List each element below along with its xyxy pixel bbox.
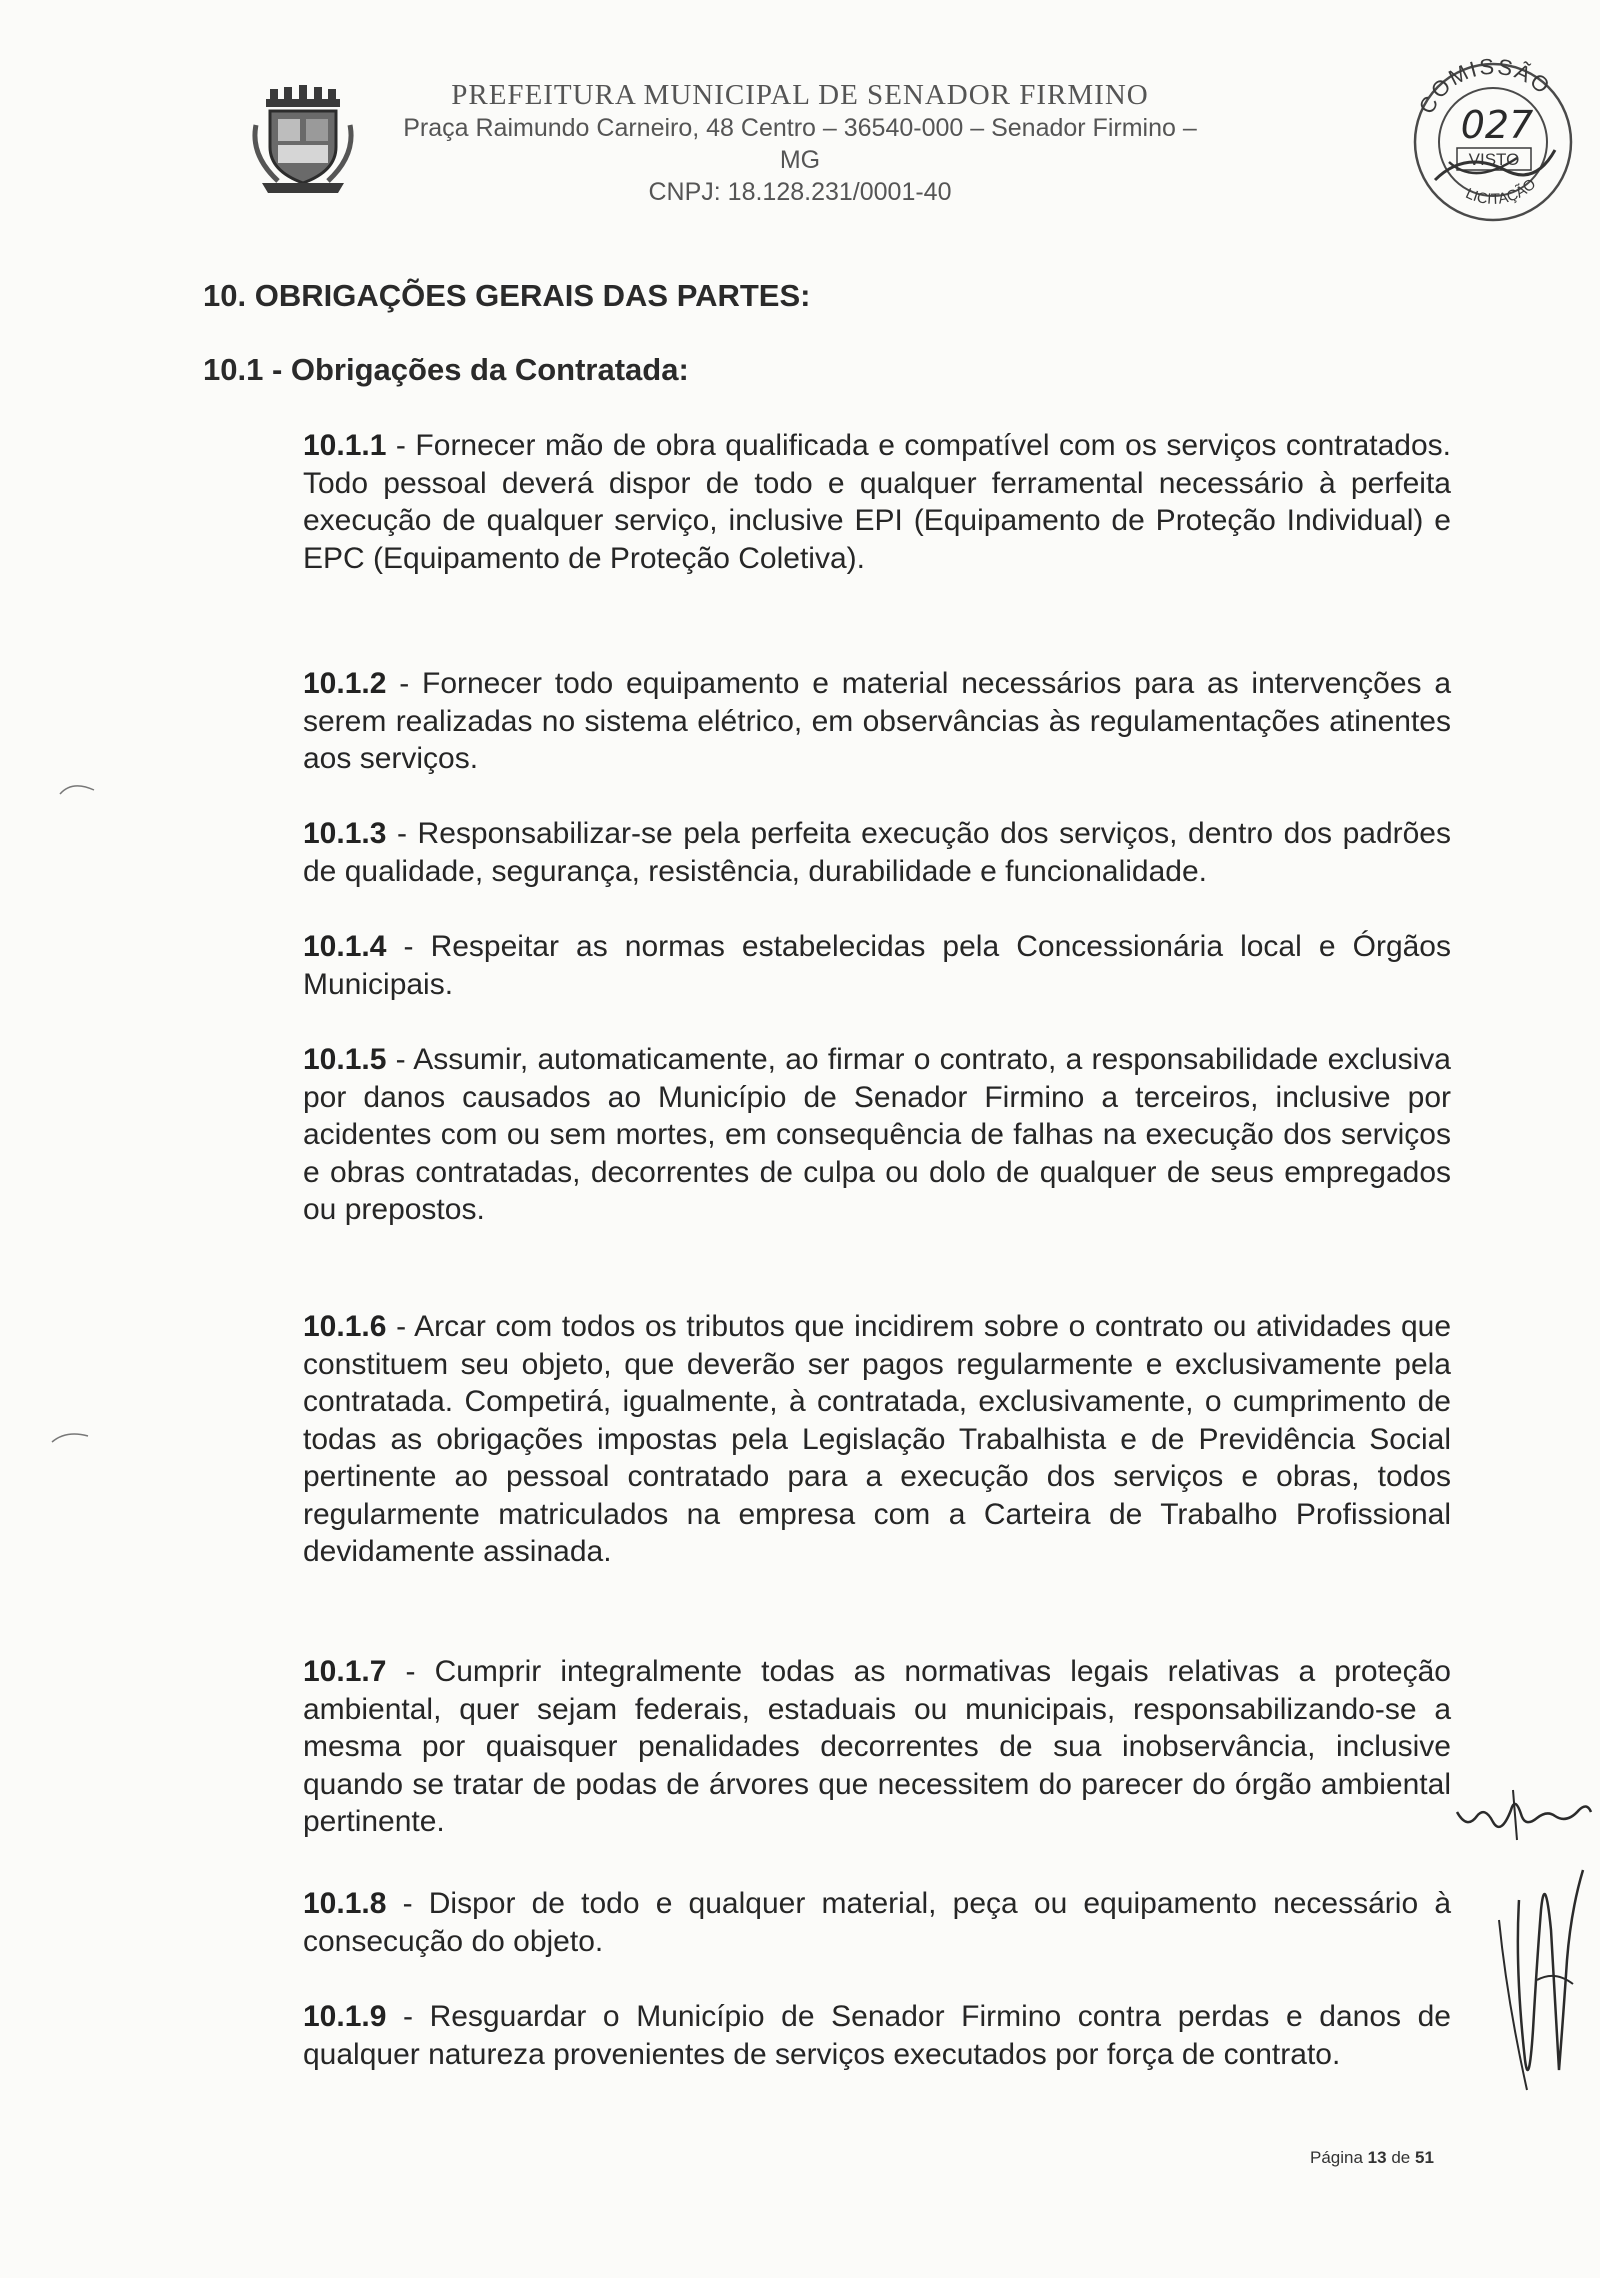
clause-text: - Resguardar o Município de Senador Firmino contra perdas e danos de qualquer natureza provenientes de serviços executados por força de contrato. [303, 2000, 1451, 2071]
clause-10-1-4 [303, 928, 1451, 1003]
letterhead-cnpj: CNPJ: 18.128.231/0001-40 [648, 178, 952, 206]
commission-stamp [1405, 30, 1580, 235]
clause-number: 10.1.6 [303, 1310, 387, 1343]
clause-number: 10.1.8 [303, 1887, 387, 1920]
clause-text: - Fornecer mão de obra qualificada e compatível com os serviços contratados. Todo pessoal deverá dispor de todo e qualquer ferramental necessário à perfeita execução de qualquer serviço, inclusive EPI (Equipamento de Proteção Individual) e EPC (Equipamento de Proteção Coletiva). [303, 429, 1451, 575]
stamp-ring-text-bottom: LICITAÇÃO [1462, 175, 1540, 208]
clause-number: 10.1.3 [303, 817, 387, 850]
clause-10-1-3 [303, 815, 1451, 890]
clause-text: - Fornecer todo equipamento e material necessários para as intervenções a serem realizadas no sistema elétrico, em observâncias às regulamentações atinentes aos serviços. [303, 667, 1451, 775]
clause-10-1-7 [303, 1653, 1451, 1841]
clause-text: - Dispor de todo e qualquer material, peça ou equipamento necessário à consecução do objeto. [303, 1887, 1451, 1958]
page-number [1310, 2148, 1434, 2168]
clause-10-1-5 [303, 1041, 1451, 1229]
margin-mark [50, 1428, 90, 1448]
clause-text: - Arcar com todos os tributos que incidirem sobre o contrato ou atividades que constituem seu objeto, que deverão ser pagos regularmente e exclusivamente pela contratada. Competirá, igualmente, à contratada, exclusivamente, o cumprimento de todas as obrigações impostas pela Legislação Trabalhista e de Previdência Social pertinente ao pessoal contratado para a execução dos serviços e obras, todos regularmente matriculados na empresa com a Carteira de Trabalho Profissional devidamente assinada. [303, 1310, 1451, 1568]
clause-text: - Cumprir integralmente todas as normativas legais relativas a proteção ambiental, quer sejam federais, estaduais ou municipais, responsabilizando-se a mesma por quaisquer penalidades decorrentes de sua inobservância, inclusive quando se tratar de podas de árvores que necessitem do parecer do órgão ambiental pertinente. [303, 1655, 1451, 1838]
page-sep: de [1391, 2148, 1411, 2167]
clause-number: 10.1.1 [303, 429, 387, 462]
clause-10-1-8 [303, 1885, 1451, 1960]
margin-mark [58, 778, 98, 798]
handwritten-signature [1455, 1770, 1595, 2110]
page-total: 51 [1414, 2148, 1434, 2167]
clause-text: - Assumir, automaticamente, ao firmar o contrato, a responsabilidade exclusiva por danos causados ao Município de Senador Firmino a terceiros, inclusive por acidentes com ou sem mortes, em consequência de falhas na execução dos serviços e obras contratadas, decorrentes de culpa ou dolo de qualquer de seus empregados ou prepostos. [303, 1043, 1451, 1226]
clause-text: - Respeitar as normas estabelecidas pela Concessionária local e Órgãos Municipais. [303, 930, 1451, 1001]
clause-number: 10.1.9 [303, 2000, 387, 2033]
clause-10-1-1 [303, 427, 1451, 577]
letterhead-title: PREFEITURA MUNICIPAL DE SENADOR FIRMINO [451, 79, 1149, 111]
svg-text:LICITAÇÃO [1463, 176, 1539, 208]
letterhead-address: Praça Raimundo Carneiro, 48 Centro – 36540-000 – Senador Firmino – MG [403, 114, 1197, 174]
clause-number: 10.1.2 [303, 667, 387, 700]
clause-number: 10.1.5 [303, 1043, 387, 1076]
clause-number: 10.1.4 [303, 930, 387, 963]
section-heading: 10. OBRIGAÇÕES GERAIS DAS PARTES: [203, 278, 811, 313]
clause-text: - Responsabilizar-se pela perfeita execução dos serviços, dentro dos padrões de qualidade, segurança, resistência, durabilidade e funcionalidade. [303, 817, 1451, 888]
stamp-ring-text: COMISSÃO [1413, 53, 1556, 118]
stamp-number: 027 [1460, 103, 1534, 147]
page-current: 13 [1367, 2148, 1387, 2167]
clause-number: 10.1.7 [303, 1655, 387, 1688]
clause-10-1-6 [303, 1308, 1451, 1571]
section-subheading: 10.1 - Obrigações da Contratada: [203, 352, 689, 387]
clause-10-1-9 [303, 1998, 1451, 2073]
stamp-label: VISTO [1468, 150, 1520, 169]
page-prefix: Página [1310, 2148, 1363, 2167]
municipal-crest-icon [248, 85, 358, 195]
clause-10-1-2 [303, 665, 1451, 778]
letterhead [400, 78, 1200, 208]
